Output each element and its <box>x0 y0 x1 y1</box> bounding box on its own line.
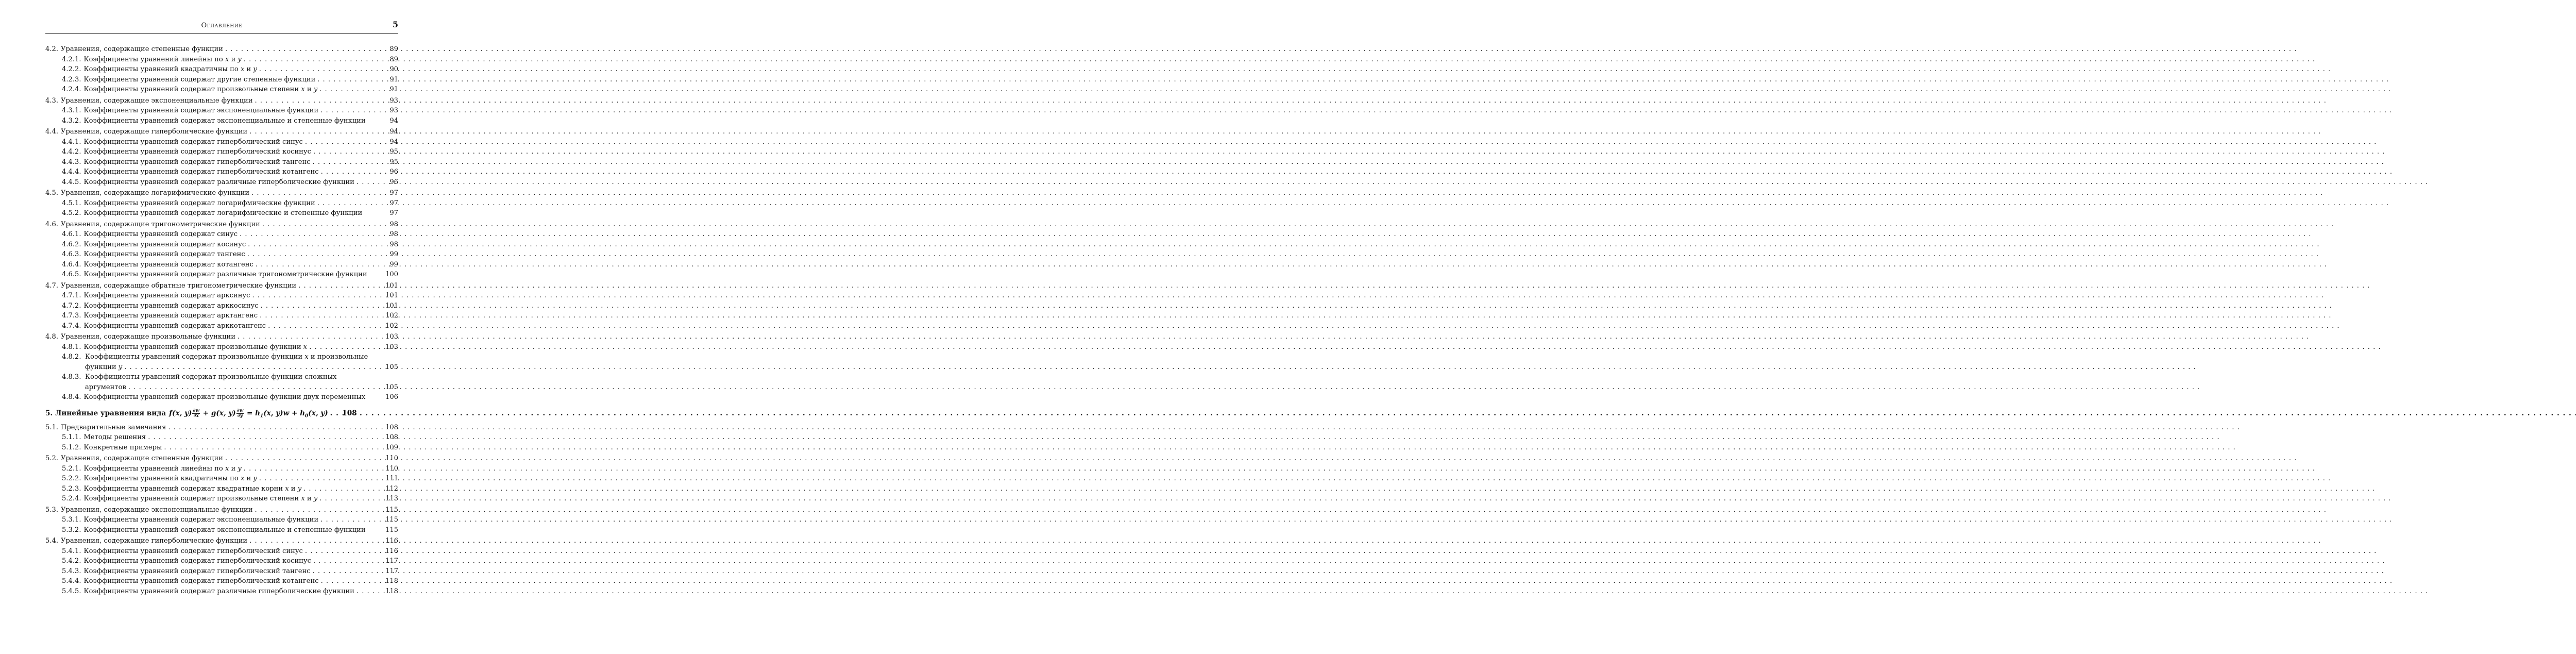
toc-number: 4.4.3. <box>62 158 81 166</box>
toc-page-number: 103 <box>385 343 398 351</box>
toc-title: Уравнения, содержащие произвольные функции <box>61 333 235 341</box>
toc-entry[interactable] <box>45 474 398 484</box>
toc-page-number: 108 <box>342 409 357 417</box>
toc-title: Коэффициенты уравнений содержат гиперболический косинус <box>83 148 311 156</box>
toc-number: 5.2.3. <box>62 484 81 493</box>
toc-page-number: 94 <box>389 138 398 146</box>
toc-page-number: 91 <box>389 75 398 83</box>
toc-section[interactable] <box>45 188 398 198</box>
toc-leader-dots <box>319 494 379 504</box>
toc-chapter[interactable] <box>45 408 398 419</box>
toc-page-number: 95 <box>389 148 398 156</box>
toc-entry[interactable] <box>45 392 398 403</box>
toc-title: Коэффициенты уравнений содержат котангенс <box>83 260 253 269</box>
toc-page-number: 110 <box>385 455 398 462</box>
toc-number: 4.2.4. <box>62 86 81 93</box>
toc-entry[interactable] <box>45 484 398 494</box>
toc-title: Коэффициенты уравнений содержат тангенс <box>83 250 245 258</box>
toc-entry[interactable] <box>45 586 398 597</box>
toc-leader-dots <box>313 147 379 157</box>
toc-number: 4.4.1. <box>62 138 81 146</box>
toc-number: 4.7.2. <box>62 301 81 310</box>
toc-number: 5.1. <box>45 423 58 431</box>
toc-number: 5.4.5. <box>62 587 81 595</box>
toc-title: Уравнения, содержащие гиперболические функции <box>61 128 248 136</box>
toc-page-number: 118 <box>385 577 398 585</box>
toc-page-number: 115 <box>385 516 398 524</box>
toc-page-number: 98 <box>389 240 398 248</box>
toc-number: 4.2.3. <box>62 75 81 83</box>
toc-title: Уравнения, содержащие обратные тригонометрические функции <box>61 281 297 290</box>
toc-entry[interactable] <box>45 443 398 453</box>
toc-entry[interactable] <box>45 494 398 504</box>
toc-leader-dots <box>303 484 379 494</box>
toc-page-number: 105 <box>385 363 398 371</box>
toc-title: Коэффициенты уравнений содержат гиперболический котангенс <box>83 577 319 585</box>
toc-entry[interactable] <box>45 106 398 116</box>
table-of-contents <box>45 43 398 596</box>
toc-page-number: 101 <box>385 301 398 310</box>
toc-page-number: 105 <box>385 383 398 391</box>
toc-entry[interactable] <box>45 198 398 209</box>
toc-number: 4.2.1. <box>62 55 81 63</box>
toc-entry[interactable] <box>45 464 398 474</box>
toc-section[interactable] <box>45 44 398 55</box>
toc-number: 4.4.4. <box>62 168 81 176</box>
toc-number: 5. <box>45 409 53 417</box>
toc-leader-dots <box>268 321 379 331</box>
toc-entry[interactable] <box>45 525 398 535</box>
toc-page-number: 101 <box>385 292 398 299</box>
toc-leader-dots <box>252 291 379 301</box>
toc-title: Коэффициенты уравнений квадратичны по x и y <box>83 475 257 482</box>
toc-number: 4.3.1. <box>62 107 81 114</box>
toc-title: Коэффициенты уравнений линейны по x и y <box>83 55 242 63</box>
toc-leader-dots <box>248 240 379 250</box>
toc-page-number: 116 <box>385 547 398 555</box>
toc-entry[interactable] <box>45 229 398 240</box>
toc-entry[interactable] <box>45 208 398 219</box>
toc-leader-dots <box>319 85 379 95</box>
toc-number: 4.8.3. <box>62 373 81 381</box>
toc-title: Коэффициенты уравнений содержат гиперболический тангенс <box>83 567 311 575</box>
toc-title: Коэффициенты уравнений содержат гиперболический тангенс <box>83 158 311 166</box>
toc-entry[interactable] <box>45 157 398 167</box>
toc-entry[interactable] <box>45 249 398 260</box>
toc-leader-dots <box>238 332 379 342</box>
toc-leader-dots <box>320 515 379 525</box>
toc-leader-dots <box>249 127 379 137</box>
toc-page-number: 109 <box>385 443 398 451</box>
toc-leader-dots <box>249 536 379 546</box>
toc-number: 4.6.1. <box>62 230 81 238</box>
toc-page-number: 98 <box>389 230 398 238</box>
toc-page-number: 115 <box>385 506 398 514</box>
toc-page-number: 101 <box>385 281 398 290</box>
toc-title: Линейные уравнения вида <box>55 409 166 417</box>
toc-entry[interactable] <box>45 116 398 126</box>
toc-title-line1: Коэффициенты уравнений содержат произвольные функции сложных <box>85 373 337 381</box>
toc-title: Уравнения, содержащие экспоненциальные функции <box>61 96 253 105</box>
toc-section[interactable] <box>45 423 398 433</box>
toc-number: 5.4.3. <box>62 567 81 575</box>
toc-number: 4.7.4. <box>62 322 81 330</box>
toc-page-number: 106 <box>385 393 398 401</box>
toc-number: 5.2. <box>45 455 58 462</box>
toc-leader-dots <box>255 96 379 106</box>
toc-page-number: 98 <box>389 220 398 228</box>
toc-leader-dots <box>259 474 379 484</box>
toc-section[interactable] <box>45 220 398 230</box>
toc-page-number: 91 <box>389 86 398 93</box>
toc-number: 4.2. <box>45 45 58 53</box>
toc-entry[interactable] <box>45 85 398 95</box>
toc-entry[interactable] <box>45 270 398 280</box>
toc-number: 5.1.1. <box>62 433 81 441</box>
toc-title: Коэффициенты уравнений содержат синус <box>83 230 238 238</box>
toc-title-line2: функции y <box>85 363 123 371</box>
toc-entry[interactable] <box>45 167 398 177</box>
toc-title: Уравнения, содержащие гиперболические функции <box>61 537 248 545</box>
chapter-formula: f(x, y) $\frac{\partial w}{\partial x}$ + g(x, y) $\frac{\partial w}{\partial y}$ = $h_1(x$, $y)w + h_0(x$, y) <box>169 408 328 419</box>
toc-leader-dots <box>305 137 379 147</box>
toc-title: Коэффициенты уравнений содержат другие степенные функции <box>83 75 316 83</box>
toc-page-number: 102 <box>385 312 398 320</box>
toc-number: 4.7.3. <box>62 312 81 320</box>
toc-leader-dots <box>313 566 379 577</box>
toc-title: Конкретные примеры <box>83 443 162 451</box>
toc-leader-dots <box>251 188 379 198</box>
toc-number: 5.4. <box>45 537 58 545</box>
toc-title: Методы решения <box>83 433 146 441</box>
toc-entry[interactable] <box>45 147 398 157</box>
toc-entry[interactable] <box>45 55 398 65</box>
toc-entry[interactable] <box>45 566 398 577</box>
toc-page-number: 94 <box>389 116 398 125</box>
toc-entry[interactable] <box>45 260 398 270</box>
toc-entry[interactable] <box>45 342 398 353</box>
toc-page-number: 89 <box>389 55 398 63</box>
toc-leader-dots <box>357 177 379 188</box>
toc-leader-dots <box>244 464 379 474</box>
toc-section[interactable] <box>45 454 398 464</box>
toc-number: 4.8.4. <box>62 393 81 401</box>
toc-title: Коэффициенты уравнений содержат арккотангенс <box>83 322 266 330</box>
toc-number: 5.3.2. <box>62 526 81 534</box>
toc-title: Коэффициенты уравнений содержат логарифмические функции <box>83 199 315 207</box>
toc-leader-dots <box>164 443 379 453</box>
toc-title: Уравнения, содержащие экспоненциальные функции <box>61 506 253 514</box>
toc-entry[interactable] <box>45 556 398 566</box>
toc-number: 4.8. <box>45 333 58 341</box>
toc-number: 4.8.1. <box>62 343 81 351</box>
toc-title: Коэффициенты уравнений содержат гиперболический синус <box>83 138 303 146</box>
toc-page-number: 93 <box>389 107 398 114</box>
toc-title: Уравнения, содержащие степенные функции <box>61 455 223 462</box>
toc-number: 4.4.5. <box>62 178 81 186</box>
toc-leader-dots <box>256 260 379 270</box>
toc-page-number: 90 <box>389 65 398 73</box>
toc-number: 4.3. <box>45 96 58 105</box>
toc-number: 5.2.2. <box>62 475 81 482</box>
toc-page-number: 96 <box>389 178 398 186</box>
toc-title: Коэффициенты уравнений содержат гиперболический синус <box>83 547 303 555</box>
toc-number: 5.4.4. <box>62 577 81 585</box>
toc-entry[interactable] <box>45 240 398 250</box>
toc-page-number: 89 <box>389 45 398 53</box>
toc-title: Коэффициенты уравнений содержат различные тригонометрические функции <box>83 271 367 278</box>
toc-leader-dots <box>313 157 379 167</box>
toc-number: 5.4.1. <box>62 547 81 555</box>
toc-page-number: 110 <box>385 464 398 473</box>
toc-number: 4.5. <box>45 189 58 197</box>
toc-leader-dots <box>128 382 379 393</box>
toc-title: Коэффициенты уравнений содержат арктангенс <box>83 312 258 320</box>
toc-number: 4.5.2. <box>62 209 81 217</box>
toc-entry[interactable] <box>45 291 398 301</box>
toc-number: 4.6.2. <box>62 240 81 248</box>
toc-title: Коэффициенты уравнений содержат логарифмические и степенные функции <box>83 209 363 217</box>
toc-leader-dots <box>225 454 379 464</box>
toc-title: Предварительные замечания <box>61 423 166 431</box>
toc-page-number: 103 <box>385 333 398 341</box>
toc-entry[interactable] <box>45 576 398 586</box>
toc-section[interactable] <box>45 505 398 515</box>
toc-number: 5.2.4. <box>62 495 81 502</box>
toc-entry[interactable] <box>45 432 398 443</box>
toc-number: 4.6.4. <box>62 260 81 269</box>
toc-number: 4.7.1. <box>62 292 81 299</box>
toc-entry[interactable] <box>45 75 398 85</box>
toc-leader-dots <box>320 106 379 116</box>
toc-leader-dots <box>330 408 337 419</box>
toc-leader-dots <box>247 249 379 260</box>
toc-section[interactable] <box>45 332 398 342</box>
toc-page-number: 115 <box>385 526 398 534</box>
toc-page-number: 97 <box>389 189 398 197</box>
toc-page-number: 95 <box>389 158 398 166</box>
toc-number: 5.1.2. <box>62 443 81 451</box>
toc-number: 4.5.1. <box>62 199 81 207</box>
toc-entry[interactable] <box>45 311 398 321</box>
toc-leader-dots <box>148 432 379 443</box>
toc-number: 5.4.2. <box>62 557 81 565</box>
toc-title: Уравнения, содержащие логарифмические функции <box>61 189 250 197</box>
toc-leader-dots <box>240 229 379 240</box>
toc-section[interactable] <box>45 281 398 291</box>
toc-title: Коэффициенты уравнений содержат произвольные функции x <box>83 343 308 351</box>
toc-number: 5.3.1. <box>62 516 81 524</box>
toc-section[interactable] <box>45 536 398 546</box>
toc-page-number: 117 <box>385 567 398 575</box>
toc-page-number: 99 <box>389 250 398 258</box>
toc-page-number: 116 <box>385 537 398 545</box>
toc-page-number: 117 <box>385 557 398 565</box>
toc-number: 4.7. <box>45 281 58 290</box>
toc-title: Коэффициенты уравнений содержат экспоненциальные функции <box>83 107 319 114</box>
toc-leader-dots <box>260 311 379 321</box>
toc-page-number: 113 <box>385 495 398 502</box>
toc-number: 4.4.2. <box>62 148 81 156</box>
toc-title-line2: аргументов <box>85 383 126 391</box>
toc-number: 4.8.2. <box>62 353 81 361</box>
toc-leader-dots <box>261 301 379 311</box>
toc-leader-dots <box>357 586 379 597</box>
toc-leader-dots <box>244 55 379 65</box>
toc-page-number: 97 <box>389 209 398 217</box>
toc-page-number: 93 <box>389 96 398 105</box>
toc-number: 4.3.2. <box>62 116 81 125</box>
toc-page-number: 94 <box>389 128 398 136</box>
toc-page-number: 100 <box>385 271 398 278</box>
toc-leader-dots <box>168 423 379 433</box>
toc-leader-dots <box>255 505 379 515</box>
toc-number: 5.3. <box>45 506 58 514</box>
toc-leader-dots <box>259 64 379 75</box>
toc-entry[interactable] <box>45 301 398 311</box>
toc-title: Коэффициенты уравнений содержат квадратные корни x и y <box>83 484 302 493</box>
toc-number: 4.6.5. <box>62 271 81 278</box>
toc-page-number: 108 <box>385 433 398 441</box>
running-title: Оглавление <box>201 22 243 29</box>
toc-page-number: 96 <box>389 168 398 176</box>
toc-number: 4.6. <box>45 220 58 228</box>
toc-page-number: 112 <box>385 484 398 493</box>
toc-title: Коэффициенты уравнений квадратичны по x и y <box>83 65 257 73</box>
toc-entry[interactable] <box>45 64 398 75</box>
toc-leader-dots <box>124 362 379 373</box>
toc-entry[interactable] <box>45 352 398 372</box>
toc-title: Коэффициенты уравнений содержат экспоненциальные функции <box>83 516 319 524</box>
toc-title: Коэффициенты уравнений содержат гиперболический косинус <box>83 557 311 565</box>
page-number: 5 <box>392 20 398 29</box>
toc-number: 4.2.2. <box>62 65 81 73</box>
toc-number: 5.2.1. <box>62 464 81 473</box>
toc-title: Коэффициенты уравнений содержат гиперболический котангенс <box>83 168 319 176</box>
toc-entry[interactable] <box>45 372 398 392</box>
toc-title: Коэффициенты уравнений содержат произвольные функции двух переменных <box>83 393 366 401</box>
toc-leader-dots <box>262 220 379 230</box>
toc-number: 4.6.3. <box>62 250 81 258</box>
toc-page-number: 118 <box>385 587 398 595</box>
toc-leader-dots <box>317 75 379 85</box>
page-header <box>45 20 398 34</box>
toc-title: Коэффициенты уравнений содержат различные гиперболические функции <box>83 178 354 186</box>
toc-leader-dots <box>317 198 379 209</box>
toc-title: Коэффициенты уравнений содержат косинус <box>83 240 246 248</box>
toc-title: Коэффициенты уравнений содержат арккосинус <box>83 301 259 310</box>
toc-leader-dots <box>321 576 379 586</box>
toc-entry[interactable] <box>45 177 398 188</box>
toc-entry[interactable] <box>45 546 398 557</box>
toc-leader-dots <box>309 342 379 353</box>
toc-entry[interactable] <box>45 515 398 525</box>
toc-page-number: 99 <box>389 260 398 269</box>
toc-entry[interactable] <box>45 321 398 331</box>
toc-leader-dots <box>298 281 379 291</box>
toc-title-line1: Коэффициенты уравнений содержат произвольные функции x и произвольные <box>85 353 368 361</box>
toc-page-number: 111 <box>385 475 398 482</box>
toc-page-number: 102 <box>385 322 398 330</box>
toc-title: Уравнения, содержащие степенные функции <box>61 45 223 53</box>
toc-page-number: 97 <box>389 199 398 207</box>
toc-page-number: 108 <box>385 423 398 431</box>
toc-leader-dots <box>305 546 379 557</box>
toc-leader-dots <box>313 556 379 566</box>
toc-title: Коэффициенты уравнений содержат произвольные степени x и y <box>83 495 318 502</box>
toc-title: Коэффициенты уравнений содержат экспоненциальные и степенные функции <box>83 116 366 125</box>
toc-title: Коэффициенты уравнений содержат произвольные степени x и y <box>83 86 318 93</box>
toc-title: Коэффициенты уравнений содержат арксинус <box>83 292 250 299</box>
toc-title: Коэффициенты уравнений линейны по x и y <box>83 464 242 473</box>
toc-entry[interactable] <box>45 137 398 147</box>
toc-leader-dots <box>225 44 379 55</box>
toc-title: Уравнения, содержащие тригонометрические функции <box>61 220 260 228</box>
toc-title: Коэффициенты уравнений содержат различные гиперболические функции <box>83 587 354 595</box>
toc-section[interactable] <box>45 127 398 137</box>
toc-number: 4.4. <box>45 128 58 136</box>
toc-section[interactable] <box>45 96 398 106</box>
toc-title: Коэффициенты уравнений содержат экспоненциальные и степенные функции <box>83 526 366 534</box>
toc-leader-dots <box>321 167 379 177</box>
